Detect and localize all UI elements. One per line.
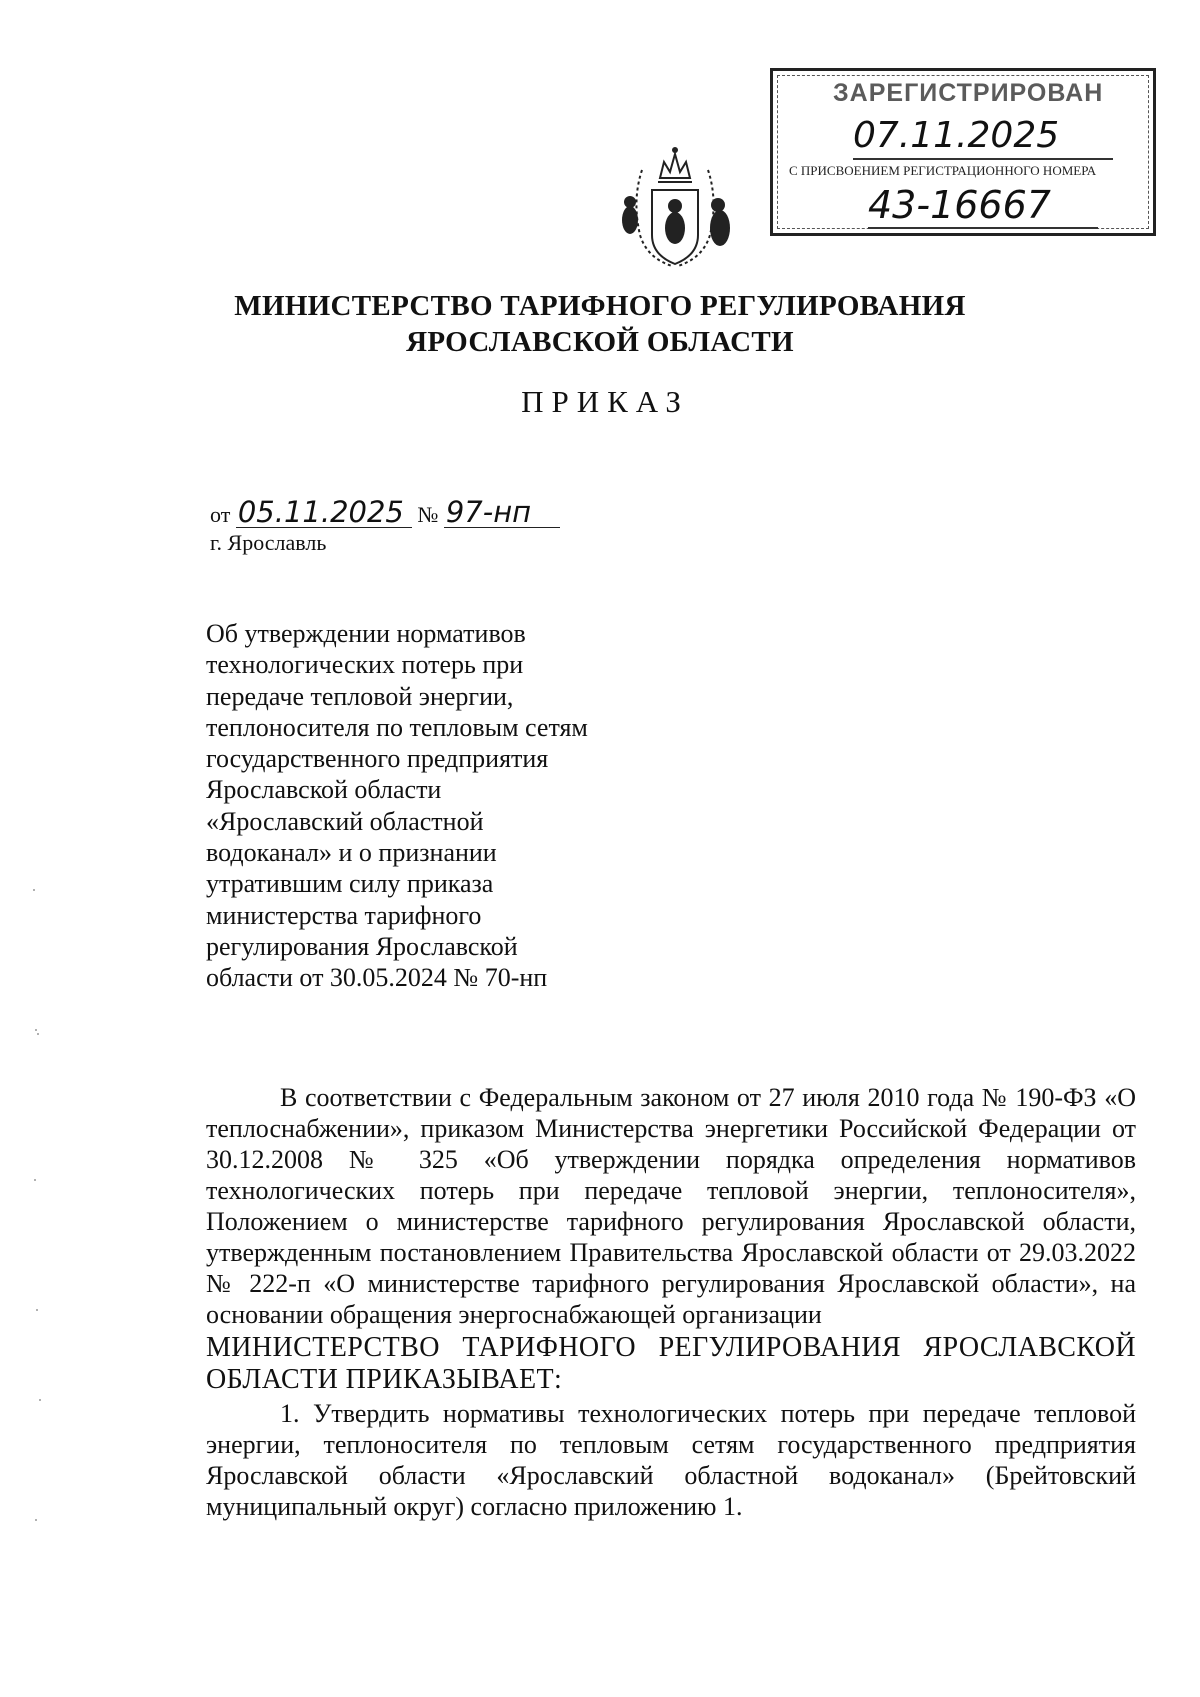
document-body <box>206 1082 1136 1522</box>
subject-line: министерства тарифного <box>206 900 482 930</box>
subject-line: технологических потерь при <box>206 650 524 680</box>
number-prefix: № <box>417 502 439 527</box>
date-number-line <box>210 497 560 528</box>
order-call: МИНИСТЕРСТВО ТАРИФНОГО РЕГУЛИРОВАНИЯ ЯРОСЛАВСКОЙ ОБЛАСТИ ПРИКАЗЫВАЕТ: <box>206 1332 1136 1395</box>
preamble-paragraph: В соответствии с Федеральным законом от 27 июля 2010 года № 190-ФЗ «О теплоснабжении», приказом Министерства энергетики Российской Федерации от 30.12.2008 № 325 «Об утверждении порядка определения нормативов технологических потерь при передаче тепловой энергии, теплоносителя», Положением о министерстве тарифного регулирования Ярославской области, утвержденным постановлением Правительства Ярославской области от 29.03.2022 № 222-п «О министерстве тарифного регулирования Ярославской области», на основании обращения энергоснабжающей организации <box>206 1083 1136 1329</box>
subject-line: Об утверждении нормативов <box>206 619 526 648</box>
document-subject <box>206 618 626 994</box>
city: г. Ярославль <box>210 530 327 555</box>
subject-line: теплоносителя по тепловым сетям <box>206 712 588 742</box>
scan-margin-marks <box>28 880 48 1580</box>
order-item-1: 1. Утвердить нормативы технологических потерь при передаче тепловой энергии, теплоносителя по тепловым сетям государственного предприятия Ярославской области «Ярославский областной водоканал» (Брейтовский муниципальный округ) согласно приложению 1. <box>206 1399 1136 1521</box>
subject-line: «Ярославский областной <box>206 806 484 836</box>
stamp-date: 07.11.2025 <box>853 115 1113 160</box>
coat-of-arms-icon <box>612 140 738 270</box>
subject-line: передаче тепловой энергии, <box>206 681 514 711</box>
subject-line: Ярославской области <box>206 775 442 805</box>
subject-line: утратившим силу приказа <box>206 869 494 899</box>
document-date: 05.11.2025 <box>236 497 412 528</box>
stamp-title: ЗАРЕГИСТРИРОВАН <box>833 79 1104 107</box>
date-prefix: от <box>210 502 231 527</box>
subject-line: водоканал» и о признании <box>206 838 497 868</box>
document-number: 97-нп <box>444 497 560 528</box>
stamp-number: 43-16667 <box>868 183 1098 229</box>
ministry-title-line1: МИНИСТЕРСТВО ТАРИФНОГО РЕГУЛИРОВАНИЯ <box>234 290 966 322</box>
stamp-caption: С ПРИСВОЕНИЕМ РЕГИСТРАЦИОННОГО НОМЕРА <box>789 163 1097 178</box>
registration-stamp <box>770 68 1156 236</box>
ministry-title-line2: ЯРОСЛАВСКОЙ ОБЛАСТИ <box>406 326 794 358</box>
subject-line: области от 30.05.2024 № 70-нп <box>206 963 548 993</box>
subject-line: государственного предприятия <box>206 744 549 774</box>
subject-line: регулирования Ярославской <box>206 931 518 961</box>
ministry-title <box>0 288 1200 360</box>
document-type: ПРИКАЗ <box>521 384 689 419</box>
